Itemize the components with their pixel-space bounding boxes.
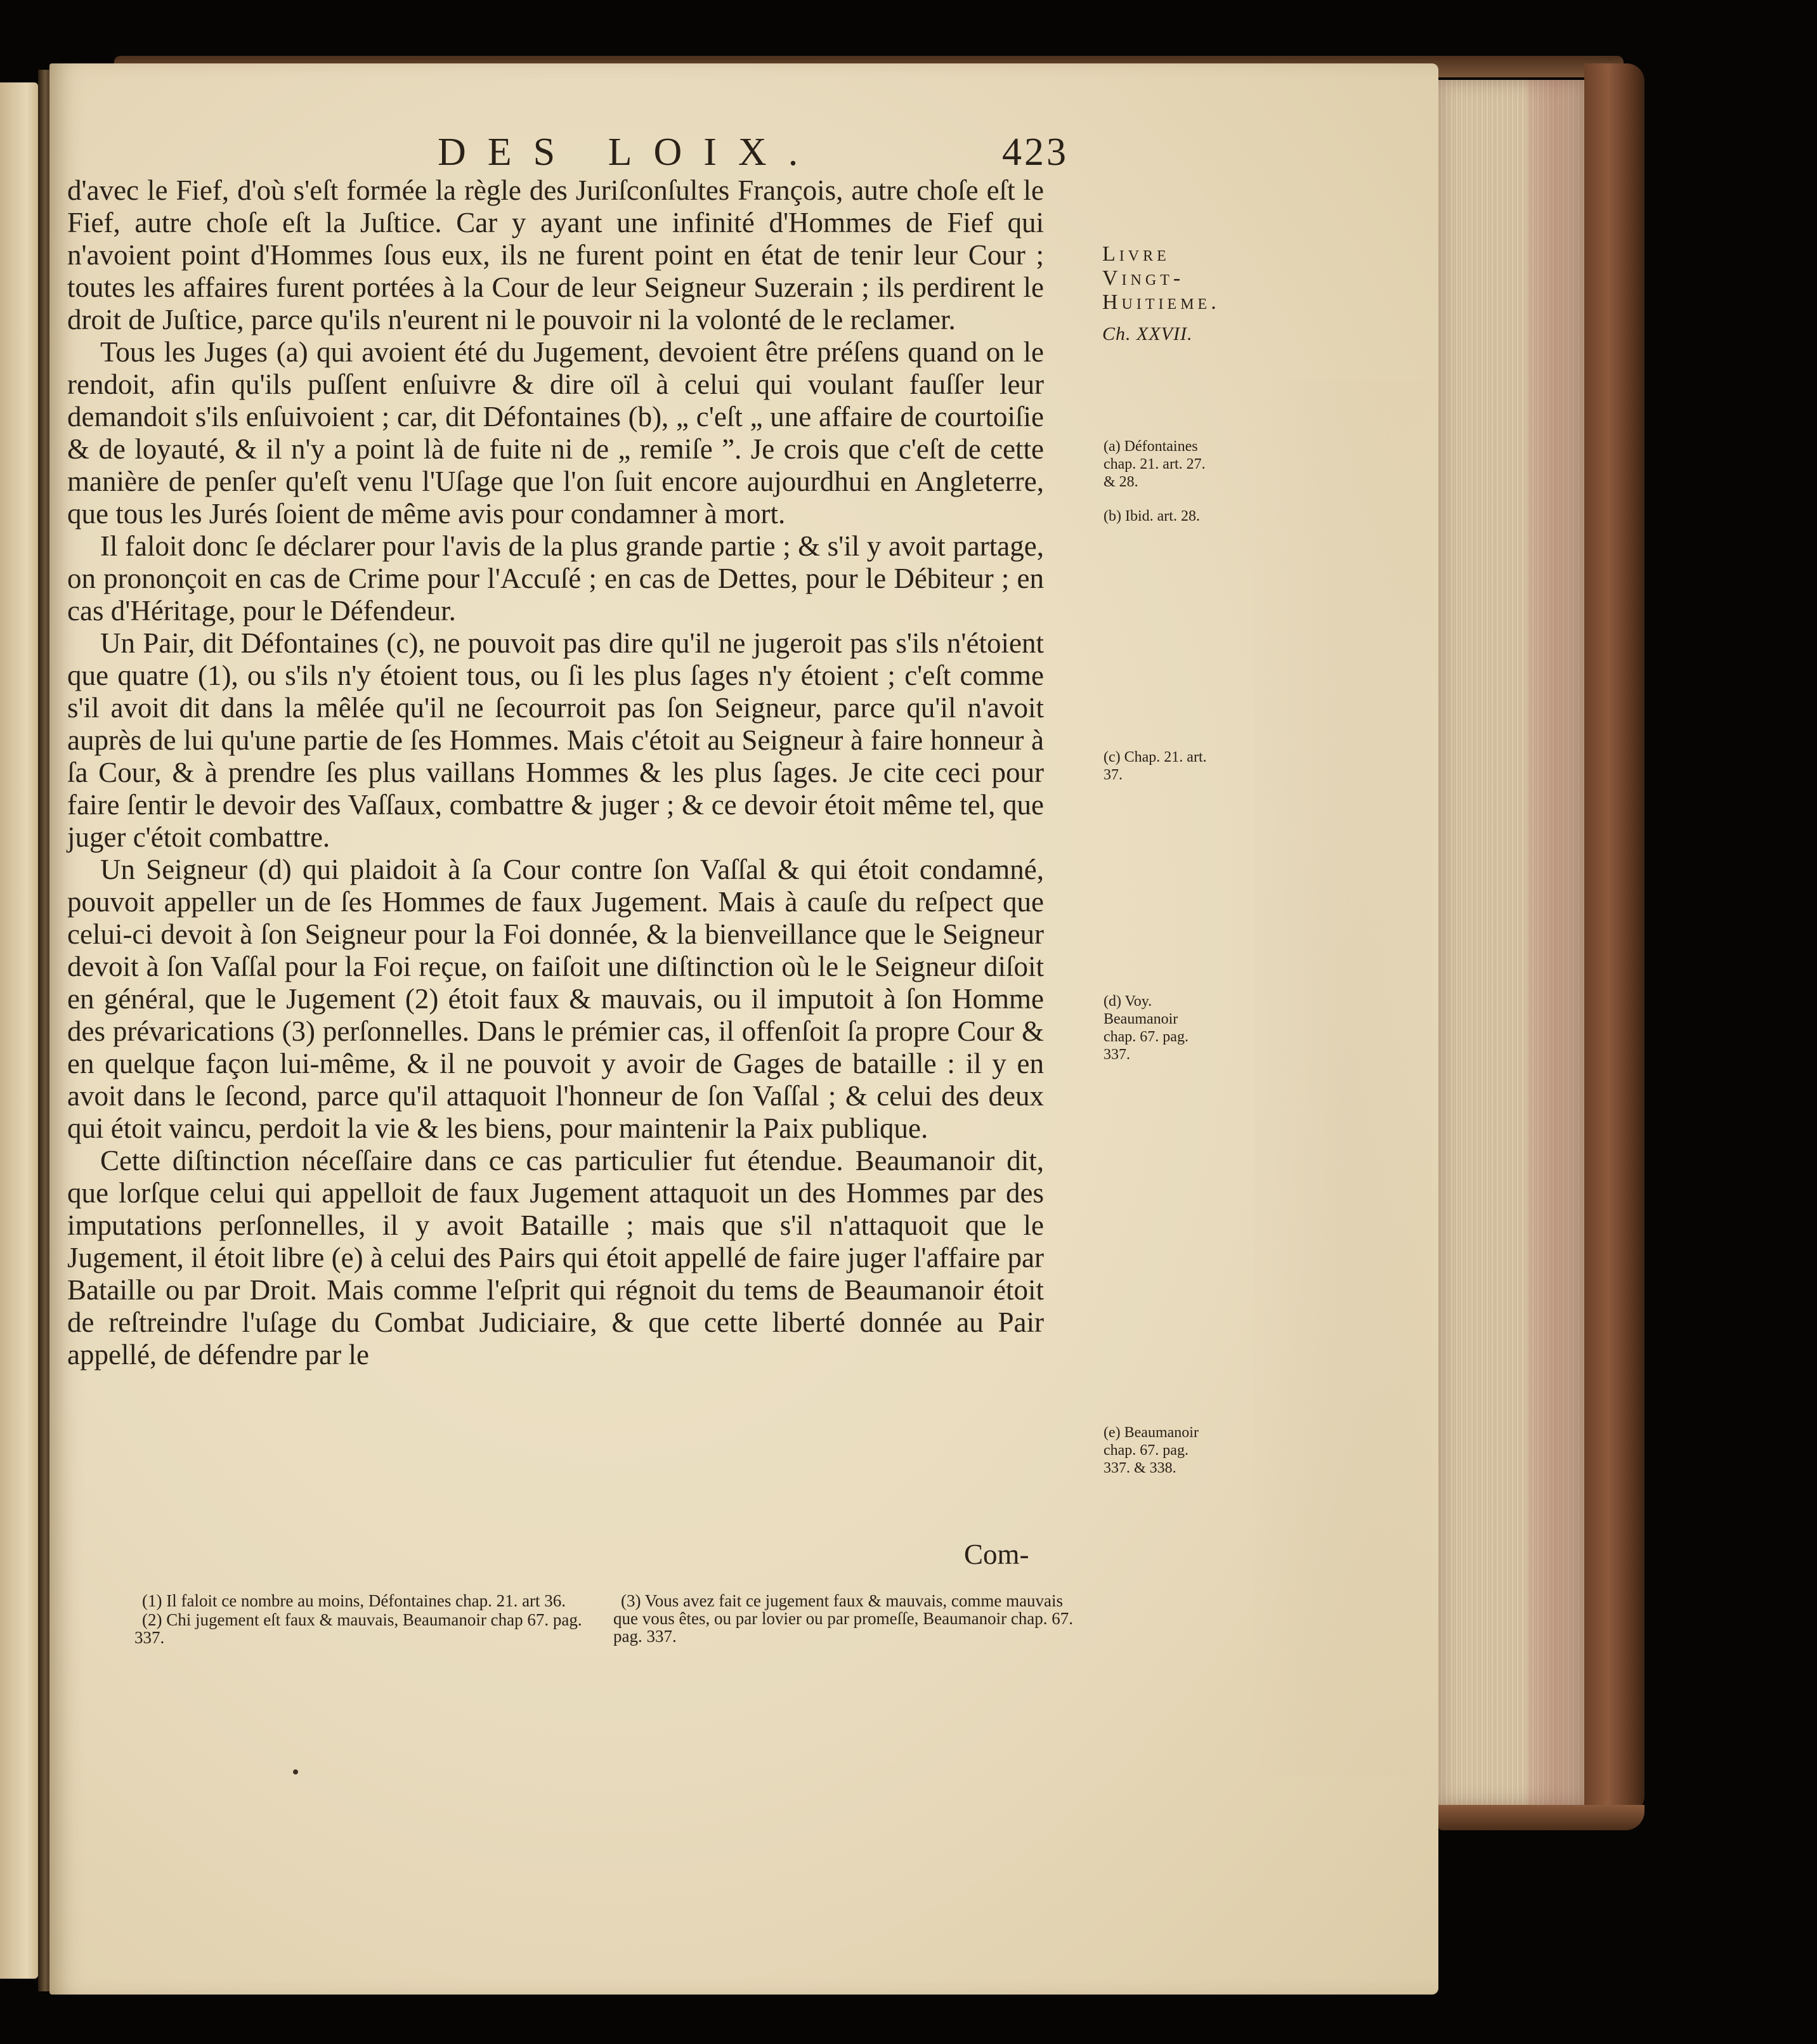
paragraph: d'avec le Fief, d'où s'eſt formée la règle des Juriſconſultes François, autre choſe eſt le Fief, autre choſe eſt la Juſtice. Car y ayant une infinité d'Hommes de Fief qui n'avoient point d'Hommes ſous eux, ils ne furent point en état de tenir leur Cour ; toutes les affaires furent portées à la Cour de leur Seigneur Suzerain ; ils perdirent le droit de Juſtice, parce qu'ils n'eurent ni le pouvoir ni la volonté de le reclamer. — [67, 174, 1044, 335]
footnotes-left-column — [134, 1592, 604, 1648]
margin-heading-line: Vingt- — [1102, 266, 1185, 290]
paragraph: Tous les Juges (a) qui avoient été du Jugement, devoient être préſens quand on le rendoit, afin qu'ils puſſent enſuivre & dire oïl à celui qui voulant fauſſer leur demandoit s'ils enſuivoient ; car, dit Défontaines (b), „ c'eſt „ une affaire de courtoiſie & de loyauté, & il n'y a point là de fuite ni de „ remiſe ”. Je crois que c'eſt de cette manière de penſer qu'eſt venu l'Uſage que l'on ſuit encore aujourdhui en Angleterre, que tous les Jurés ſoient de même avis pour condamner à mort. — [67, 336, 1044, 530]
book-cover-spine-edge — [1584, 63, 1644, 1814]
marginal-note: (a) Défontaines chap. 21. art. 27. & 28. — [1104, 438, 1206, 490]
margin-chapter: Ch. XXVII. — [1102, 323, 1193, 344]
paragraph: Cette diſtinction néceſſaire dans ce cas particulier fut étendue. Beaumanoir dit, que lorſque celui qui appelloit de faux Jugement attaquoit un des Hommes par des imputations perſonnelles, il y avoit Bataille ; mais que s'il n'attaquoit que le Jugement, il étoit libre (e) à celui des Pairs qui étoit appellé de faire juger l'affaire par Bataille ou par Droit. Mais comme l'eſprit qui régnoit du tems de Beaumanoir étoit de reſtreindre l'uſage du Combat Judiciaire, & que cette liberté donnée au Pair appellé, de défendre par le — [67, 1145, 1044, 1370]
ink-speck — [293, 1769, 298, 1774]
show-through — [1254, 381, 1432, 1776]
marginal-note: (c) Chap. 21. art. 37. — [1104, 749, 1207, 783]
main-text — [67, 174, 1044, 1371]
margin-heading-line: Huitieme. — [1102, 290, 1220, 314]
footnote: (2) Chi jugement eſt faux & mauvais, Beaumanoir chap 67. pag. 337. — [134, 1610, 582, 1647]
marginal-note: (d) Voy. Beaumanoir chap. 67. pag. 337. — [1104, 993, 1189, 1063]
footnote: (1) Il faloit ce nombre au moins, Défontaines chap. 21. art 36. — [142, 1591, 566, 1610]
page-block-edge — [1438, 80, 1584, 1805]
paragraph: Un Seigneur (d) qui plaidoit à ſa Cour contre ſon Vaſſal & qui étoit condamné, pouvoit appeller un de ſes Hommes de faux Jugement. Mais à cauſe du reſpect que celui-ci devoit à ſon Seigneur pour la Foi donnée, & la bienveillance que le Seigneur devoit à ſon Vaſſal pour la Foi reçue, on faiſoit une diſtinction où le le Seigneur diſoit en général, que le Jugement (2) étoit faux & mauvais, ou il imputoit à ſon Homme des prévarications (3) perſonnelles. Dans le prémier cas, il offenſoit ſa propre Cour & en quelque façon lui-même, & il ne pouvoit y avoir de Gages de bataille : il y en avoit dans le ſecond, parce qu'il attaquoit l'honneur de ſon Vaſſal ; & celui des deux qui étoit vaincu, perdoit la vie & les biens, pour maintenir la Paix publique. — [67, 854, 1044, 1144]
running-head: DES LOIX. — [438, 131, 820, 174]
footnotes-right-column — [613, 1592, 1083, 1646]
book-cover-corner — [1438, 1805, 1644, 1830]
marginal-note: (e) Beaumanoir chap. 67. pag. 337. & 338. — [1104, 1424, 1199, 1476]
left-page-edge — [0, 82, 38, 1979]
footnote: (3) Vous avez fait ce jugement faux & mauvais, comme mauvais que vous êtes, ou par lovier ou par promeſſe, Beaumanoir chap. 67. pag. 337. — [613, 1591, 1074, 1646]
page-number: 423 — [1002, 131, 1069, 174]
margin-heading-line: Livre — [1102, 242, 1170, 266]
paragraph: Un Pair, dit Défontaines (c), ne pouvoit pas dire qu'il ne jugeroit pas s'ils n'étoient que quatre (1), ou s'ils n'y étoient tous, ou ſi les plus ſages n'y étoient ; c'eſt comme s'il avoit dit dans la mêlée qu'il ne ſecourroit pas ſon Seigneur, parce qu'il n'avoit auprès de lui qu'une partie de ſes Hommes. Mais c'étoit au Seigneur à faire honneur à ſa Cour, & à prendre ſes plus vaillans Hommes & les plus ſages. Je cite ceci pour faire ſentir le devoir des Vaſſaux, combattre & juger ; & ce devoir étoit même tel, que juger c'étoit combattre. — [67, 627, 1044, 853]
catchword: Com- — [964, 1539, 1029, 1570]
marginal-note: (b) Ibid. art. 28. — [1104, 508, 1200, 524]
paragraph: Il faloit donc ſe déclarer pour l'avis de la plus grande partie ; & s'il y avoit partage, on prononçoit en cas de Crime pour l'Accuſé ; en cas de Dettes, pour le Débiteur ; en cas d'Héritage, pour le Défendeur. — [67, 530, 1044, 627]
margin-book-heading — [1102, 242, 1220, 346]
